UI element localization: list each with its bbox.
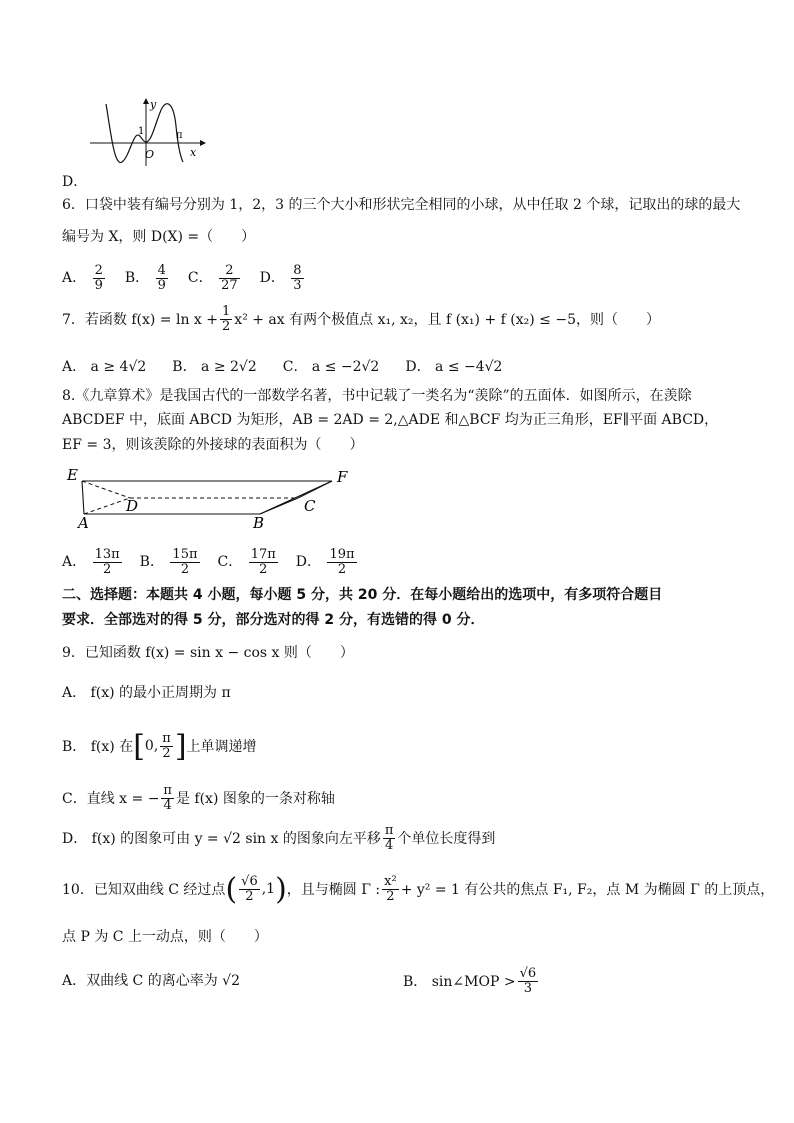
q7-stem-a: 7．若函数 f(x) = ln x + (62, 312, 219, 328)
label-F: F (337, 468, 348, 486)
q6-option-c-frac (219, 264, 240, 292)
q9-option-b-interval-left: 0, (144, 738, 159, 754)
q7-options (62, 356, 502, 376)
q7-stem-frac (220, 305, 232, 333)
graph-one-label: 1 (138, 126, 145, 137)
den: 2 (102, 561, 112, 577)
q6-options (62, 260, 306, 296)
q10-stem (62, 866, 774, 912)
num: √6 (241, 873, 258, 889)
num: π (384, 822, 394, 838)
den: 2 (386, 888, 395, 904)
q9-option-c-frac (161, 784, 174, 812)
q8-line3: EF = 3，则该羡除的外接球的表面积为（ ） (62, 437, 364, 453)
q8-line1: 8.《九章算术》是我国古代的一部数学名著，书中记载了一类名为“羡除”的五面体．如图所示，在羡除 (62, 388, 692, 404)
q6-option-d[interactable] (260, 264, 306, 292)
den: 2 (259, 561, 268, 577)
label-A: A (78, 514, 89, 532)
edge-AD (84, 498, 130, 514)
q8-option-a[interactable] (62, 548, 124, 576)
num: 1 (222, 303, 231, 319)
q9-option-c-pre: C．直线 x = − (62, 791, 160, 807)
x-arrow (200, 140, 206, 146)
q10-option-a[interactable]: A．双曲线 C 的离心率为 √2 (62, 973, 241, 989)
den: 2 (222, 318, 231, 334)
q7-option-d[interactable]: D． a ≤ −4√2 (405, 359, 503, 375)
label-D: D (126, 497, 139, 515)
q9-option-b[interactable] (62, 724, 257, 768)
num: 17π (250, 546, 276, 562)
q9-option-c-post: 是 f(x) 图象的一条对称轴 (175, 791, 335, 807)
den: 2 (162, 745, 171, 761)
q8-option-c[interactable] (218, 548, 280, 576)
q8-option-d-frac (327, 548, 356, 576)
q10-option-b-frac (518, 967, 539, 995)
q9-option-a[interactable]: A． f(x) 的最小正周期为 π (62, 685, 231, 701)
q6-option-a[interactable] (62, 264, 107, 292)
num: 8 (293, 262, 302, 278)
q7-option-c[interactable]: C． a ≤ −2√2 (282, 359, 380, 375)
q6-option-b-frac (156, 264, 168, 292)
q9-option-d-pre: D． f(x) 的图象可由 y = √2 sin x 的图象向左平移 (62, 831, 381, 847)
right-paren: ) (275, 871, 287, 907)
graph-pi-label: π (176, 130, 183, 141)
q10-point-frac (239, 875, 260, 903)
num: 19π (329, 546, 355, 562)
q9-option-c[interactable] (62, 780, 335, 816)
den: 2 (245, 888, 254, 904)
den: 9 (94, 277, 103, 293)
section2-heading-line2: 要求．全部选对的得 5 分，部分选对的得 2 分，有选错的得 0 分． (62, 612, 485, 628)
num: x² (384, 873, 397, 889)
den: 3 (523, 980, 532, 996)
q7-option-b[interactable]: B． a ≥ 2√2 (172, 359, 257, 375)
q8-options (62, 544, 359, 580)
num: √6 (519, 965, 537, 981)
q8-option-c-frac (249, 548, 278, 576)
q5-graph (88, 96, 208, 168)
q9-option-d[interactable] (62, 820, 495, 856)
q8-option-d-label: D． (295, 554, 322, 570)
label-C: C (304, 497, 316, 515)
q8-solid-figure (64, 464, 364, 534)
q10-stem-c: + y² = 1 有公共的焦点 F₁, F₂，点 M 为椭圆 Γ 的上顶点， (400, 882, 775, 898)
q10-line2: 点 P 为 C 上一动点，则（ ） (62, 929, 268, 945)
q8-option-b[interactable] (140, 548, 202, 576)
q8-option-b-frac (170, 548, 199, 576)
q10-option-b-pre: B． sin∠MOP > (403, 974, 516, 990)
q5-option-d-label: D． (62, 174, 88, 190)
q10-ellipse-frac (382, 875, 399, 903)
q9-option-b-post: 上单调递增 (186, 739, 257, 755)
num: 2 (94, 262, 103, 278)
q8-option-b-label: B． (139, 554, 164, 570)
label-E: E (67, 466, 78, 484)
q8-option-d[interactable] (296, 548, 359, 576)
q10-stem-a: 10．已知双曲线 C 经过点 (62, 882, 226, 898)
q8-option-a-label: A． (62, 554, 87, 570)
den: 27 (221, 277, 238, 293)
q6-option-b-label: B． (124, 270, 150, 286)
label-B: B (253, 514, 265, 532)
q6-option-d-frac (291, 264, 303, 292)
q6-option-a-frac (93, 264, 105, 292)
q9-stem: 9．已知函数 f(x) = sin x − cos x 则（ ） (62, 645, 354, 661)
q7-stem (62, 302, 660, 336)
den: 2 (180, 561, 190, 577)
q6-option-d-label: D． (259, 270, 285, 286)
q8-figure (64, 464, 364, 534)
q9-option-b-frac (160, 732, 173, 760)
num: 13π (94, 546, 120, 562)
den: 2 (337, 561, 347, 577)
graph-x-label: x (190, 146, 197, 159)
left-paren: ( (225, 871, 238, 907)
y-arrow (143, 98, 149, 104)
q6-stem-line2: 编号为 X，则 D(X) =（ ） (62, 229, 256, 245)
q8-option-c-label: C． (217, 554, 243, 570)
q10-option-b[interactable] (403, 962, 540, 1000)
q7-option-a[interactable]: A． a ≥ 4√2 (62, 359, 147, 375)
q5-function-graph (88, 96, 208, 168)
graph-y-label: y (150, 98, 157, 111)
q6-option-c[interactable] (188, 264, 242, 292)
q6-option-b[interactable] (125, 264, 170, 292)
right-bracket: ] (174, 728, 187, 764)
num: π (162, 730, 171, 746)
q8-option-a-frac (93, 548, 122, 576)
num: π (163, 782, 172, 798)
q8-line2: ABCDEF 中，底面 ABCD 为矩形，AB = 2AD = 2,△ADE 和△BCF 均为正三角形，EF∥平面 ABCD， (62, 412, 719, 428)
graph-origin-label: O (145, 148, 155, 161)
q9-option-d-frac (383, 824, 396, 852)
q6-option-a-label: A． (62, 270, 87, 286)
den: 4 (163, 797, 172, 813)
q7-stem-b: x² + ax 有两个极值点 x₁, x₂，且 f (x₁) + f (x₂) ≤ −5，则（ ） (234, 312, 660, 328)
q6-stem-line1: 6．口袋中装有编号分别为 1，2，3 的三个大小和形状完全相同的小球，从中任取 2 个球，记取出的球的最大 (62, 197, 741, 213)
left-bracket: [ (133, 728, 145, 764)
q9-option-b-pre: B． f(x) 在 (62, 739, 134, 755)
q6-option-c-label: C． (187, 270, 213, 286)
q9-option-d-post: 个单位长度得到 (397, 831, 496, 847)
num: 4 (157, 262, 166, 278)
q10-point-rest: ,1 (261, 881, 276, 897)
q10-stem-b: ，且与椭圆 Γ : (286, 882, 381, 898)
den: 3 (293, 277, 302, 293)
edge-ED (82, 481, 130, 498)
num: 15π (172, 546, 198, 562)
section2-heading-line1: 二、选择题：本题共 4 小题，每小题 5 分，共 20 分．在每小题给出的选项中，有多项符合题目 (62, 587, 663, 603)
edge-AE (82, 481, 84, 514)
num: 2 (219, 264, 240, 279)
den: 9 (157, 277, 166, 293)
den: 4 (385, 837, 394, 853)
